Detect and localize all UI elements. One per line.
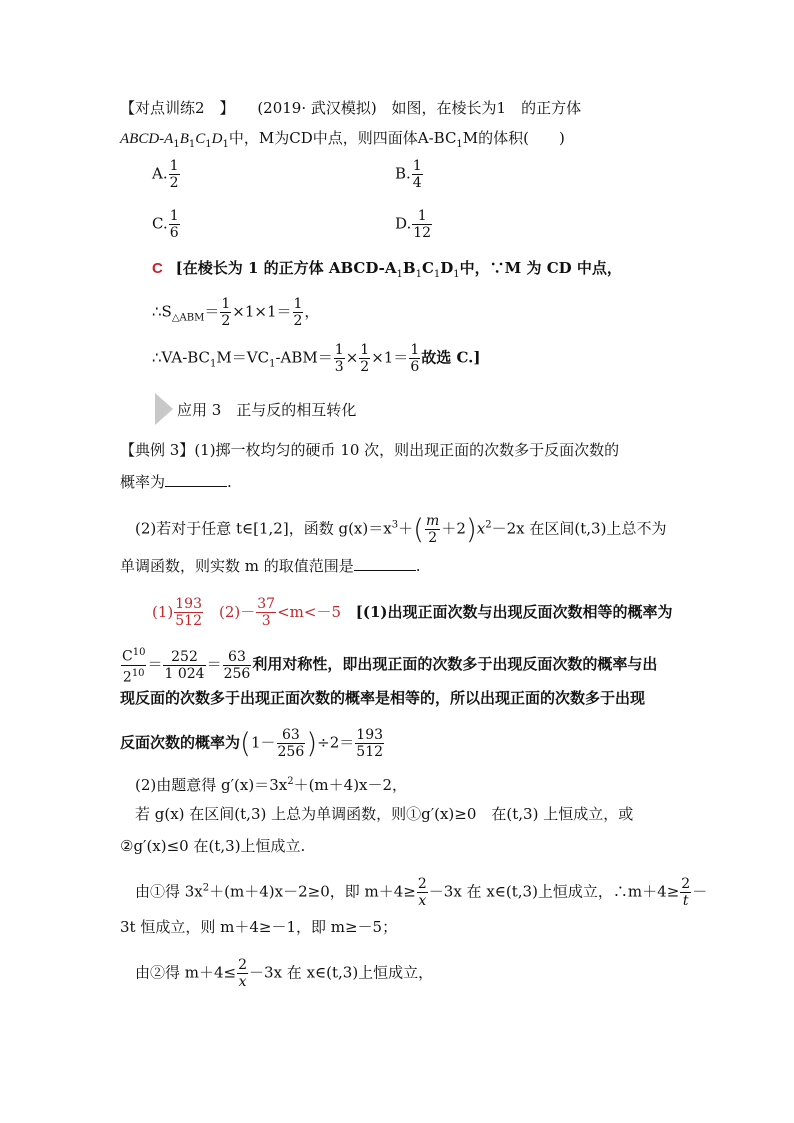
solution-line-2: $\frac{C^{10}}{2^{10}}$ ＝ $\frac{252}{1 024}$ ＝ $\frac{63}{256}$ 利用对称性，即出现正面的次数多于出现反面次数的概率与出	[122, 647, 658, 686]
option-c-label: C.	[152, 214, 168, 233]
solution-case-1-result: 3t 恒成立，则 m＋4≥－1，即 m≥－5；	[120, 918, 398, 936]
example-q1-tail: 概率为	[120, 473, 166, 491]
solution-line-7	[120, 836, 305, 856]
solution-expl-1: [(1)出现正面次数与出现反面次数相等的概率为	[355, 602, 673, 621]
volume-label: ∴VA-BC	[152, 348, 211, 367]
combination-fraction: $\frac{C^{10}}{2^{10}}$	[122, 647, 146, 686]
example-line-4: 单调函数，则实数 m 的取值范围是 .	[120, 557, 421, 575]
answer1-text: [在棱长为 1 的正方体 ABCD-A	[175, 259, 397, 277]
solution-case-2: 由②得 m＋4≤	[135, 963, 237, 982]
exercise-text: 如图，在棱长为1 的正方体	[391, 99, 582, 117]
answer1-line-3: $\therefore VA-BC_1M=VC_1-ABM=$ $\frac{1}{3}$ × $\frac{1}{2}$ ×1＝ $\frac{1}{6}$ 故选 C.]	[152, 342, 481, 375]
area-label: ∴S	[152, 302, 172, 321]
solution-expl-4: 反面次数的概率为	[120, 733, 241, 752]
solution-line-1	[152, 596, 673, 629]
solution-answers: (1) $\frac{193}{512}$ (2)－ $\frac{37}{3}$ <m<－5	[152, 596, 341, 629]
solution-line-5: (2)由题意得 $g'(x)=3x^2+(m+4)x-2$，	[135, 776, 408, 794]
solution-line-3	[120, 688, 645, 708]
exercise-source: (2019· 武汉模拟)	[257, 99, 377, 117]
example-line-1	[120, 440, 619, 460]
solution-part2: (2)由题意得 g′(x)＝3x	[135, 776, 288, 794]
answer1-line-2: $\therefore S_{\triangle ABM}=$ $\frac{1}{2}$ ×1×1＝ $\frac{1}{2}$ ，	[152, 296, 320, 329]
answer-blank-2	[354, 558, 416, 571]
exercise-line-1	[120, 98, 581, 118]
option-d-fraction: $\frac{1}{12}$	[413, 208, 432, 241]
answer-letter: C	[152, 260, 163, 277]
option-a-label: A.	[152, 164, 168, 183]
option-b-fraction: $\frac{1}{4}$	[412, 158, 422, 191]
solution-line-10: 由②得 m＋4≤ $\frac{2}{x}$ －3x 在 x∈(t,3)上恒成立，	[135, 957, 434, 990]
option-b	[395, 158, 424, 191]
exercise-title: 【对点训练2 】	[120, 99, 235, 117]
example-title: 【典例 3】	[120, 441, 195, 459]
example-line-2: 概率为 .	[120, 473, 232, 491]
answer1-mid: 中，∵M 为 CD 中点，	[459, 259, 622, 277]
solution-line-8: 由①得 $3x^2+(m+4)x-2\ge 0$，即 m＋4≥ $\frac{2}{x}$ －3x 在 x∈(t,3)上恒成立，∴m＋4≥ $\frac{2}{t}$ －	[135, 876, 708, 909]
option-a	[152, 158, 181, 191]
solution-monotone: 若 g(x) 在区间(t,3) 上总为单调函数，则①g′(x)≥0 在(t,3) 上恒成立，或	[135, 805, 634, 823]
option-d	[395, 208, 433, 241]
option-c-fraction: $\frac{1}{6}$	[169, 208, 179, 241]
exercise-cube-a: ABCD-A	[120, 131, 174, 147]
solution-expl-2: 利用对称性，即出现正面的次数多于出现反面次数的概率与出	[252, 655, 658, 674]
solution-case-1: 由①得 3x	[135, 882, 203, 901]
solution-line-4: 反面次数的概率为(1－ $\frac{63}{256}$ )÷2＝ $\frac{193}{512}$	[120, 726, 384, 760]
option-b-label: B.	[395, 164, 411, 183]
example-q2: (2)若对于任意 t∈[1,2]，函数 g(x)＝x	[135, 519, 392, 538]
exercise-volume: M的体积( )	[462, 129, 565, 147]
solution-line-6	[135, 804, 633, 824]
exercise-line-2: ABCD-$A_1B_1C_1D_1$中，M为CD中点，则四面体$A-BC_1M$的体积( )	[120, 129, 565, 150]
solution-monotone-2: ②g′(x)≤0 在(t,3)上恒成立.	[120, 837, 306, 855]
exercise-zhong: 中，	[228, 129, 259, 147]
exercise-cube-b: B	[179, 131, 189, 147]
example-q1: (1)掷一枚均匀的硬币 10 次，则出现正面的次数多于反面次数的	[194, 441, 620, 459]
example-line-3: (2)若对于任意 t∈[1,2]，函数 $g(x)=x^3+$( $\frac{m}{2}$ $+2)x^2-2x$ 在区间(t,3)上总不为	[135, 512, 667, 546]
example-q2-tail: 单调函数，则实数 m 的取值范围是	[120, 557, 354, 575]
solution-line-9	[120, 917, 397, 937]
exercise-mid: M为CD中点，则四面体A-BC	[258, 129, 457, 147]
section-label: 应用 3 正与反的相互转化	[177, 401, 357, 419]
option-c	[152, 208, 181, 241]
answer1-line-1: C [在棱长为 1 的正方体 ABCD-$A_1B_1C_1D_1$中，∵M 为 CD 中点，	[152, 259, 622, 280]
exercise-cube-c: C	[195, 131, 206, 147]
exercise-cube-d: D	[211, 131, 223, 147]
solution-expl-3: 现反面的次数多于出现正面次数的概率是相等的，所以出现正面的次数多于出现	[120, 689, 646, 707]
answer-blank-1	[165, 474, 227, 487]
section-header	[155, 393, 375, 425]
option-d-label: D.	[395, 214, 412, 233]
arrow-icon	[155, 393, 173, 425]
option-a-fraction: $\frac{1}{2}$	[169, 158, 179, 191]
